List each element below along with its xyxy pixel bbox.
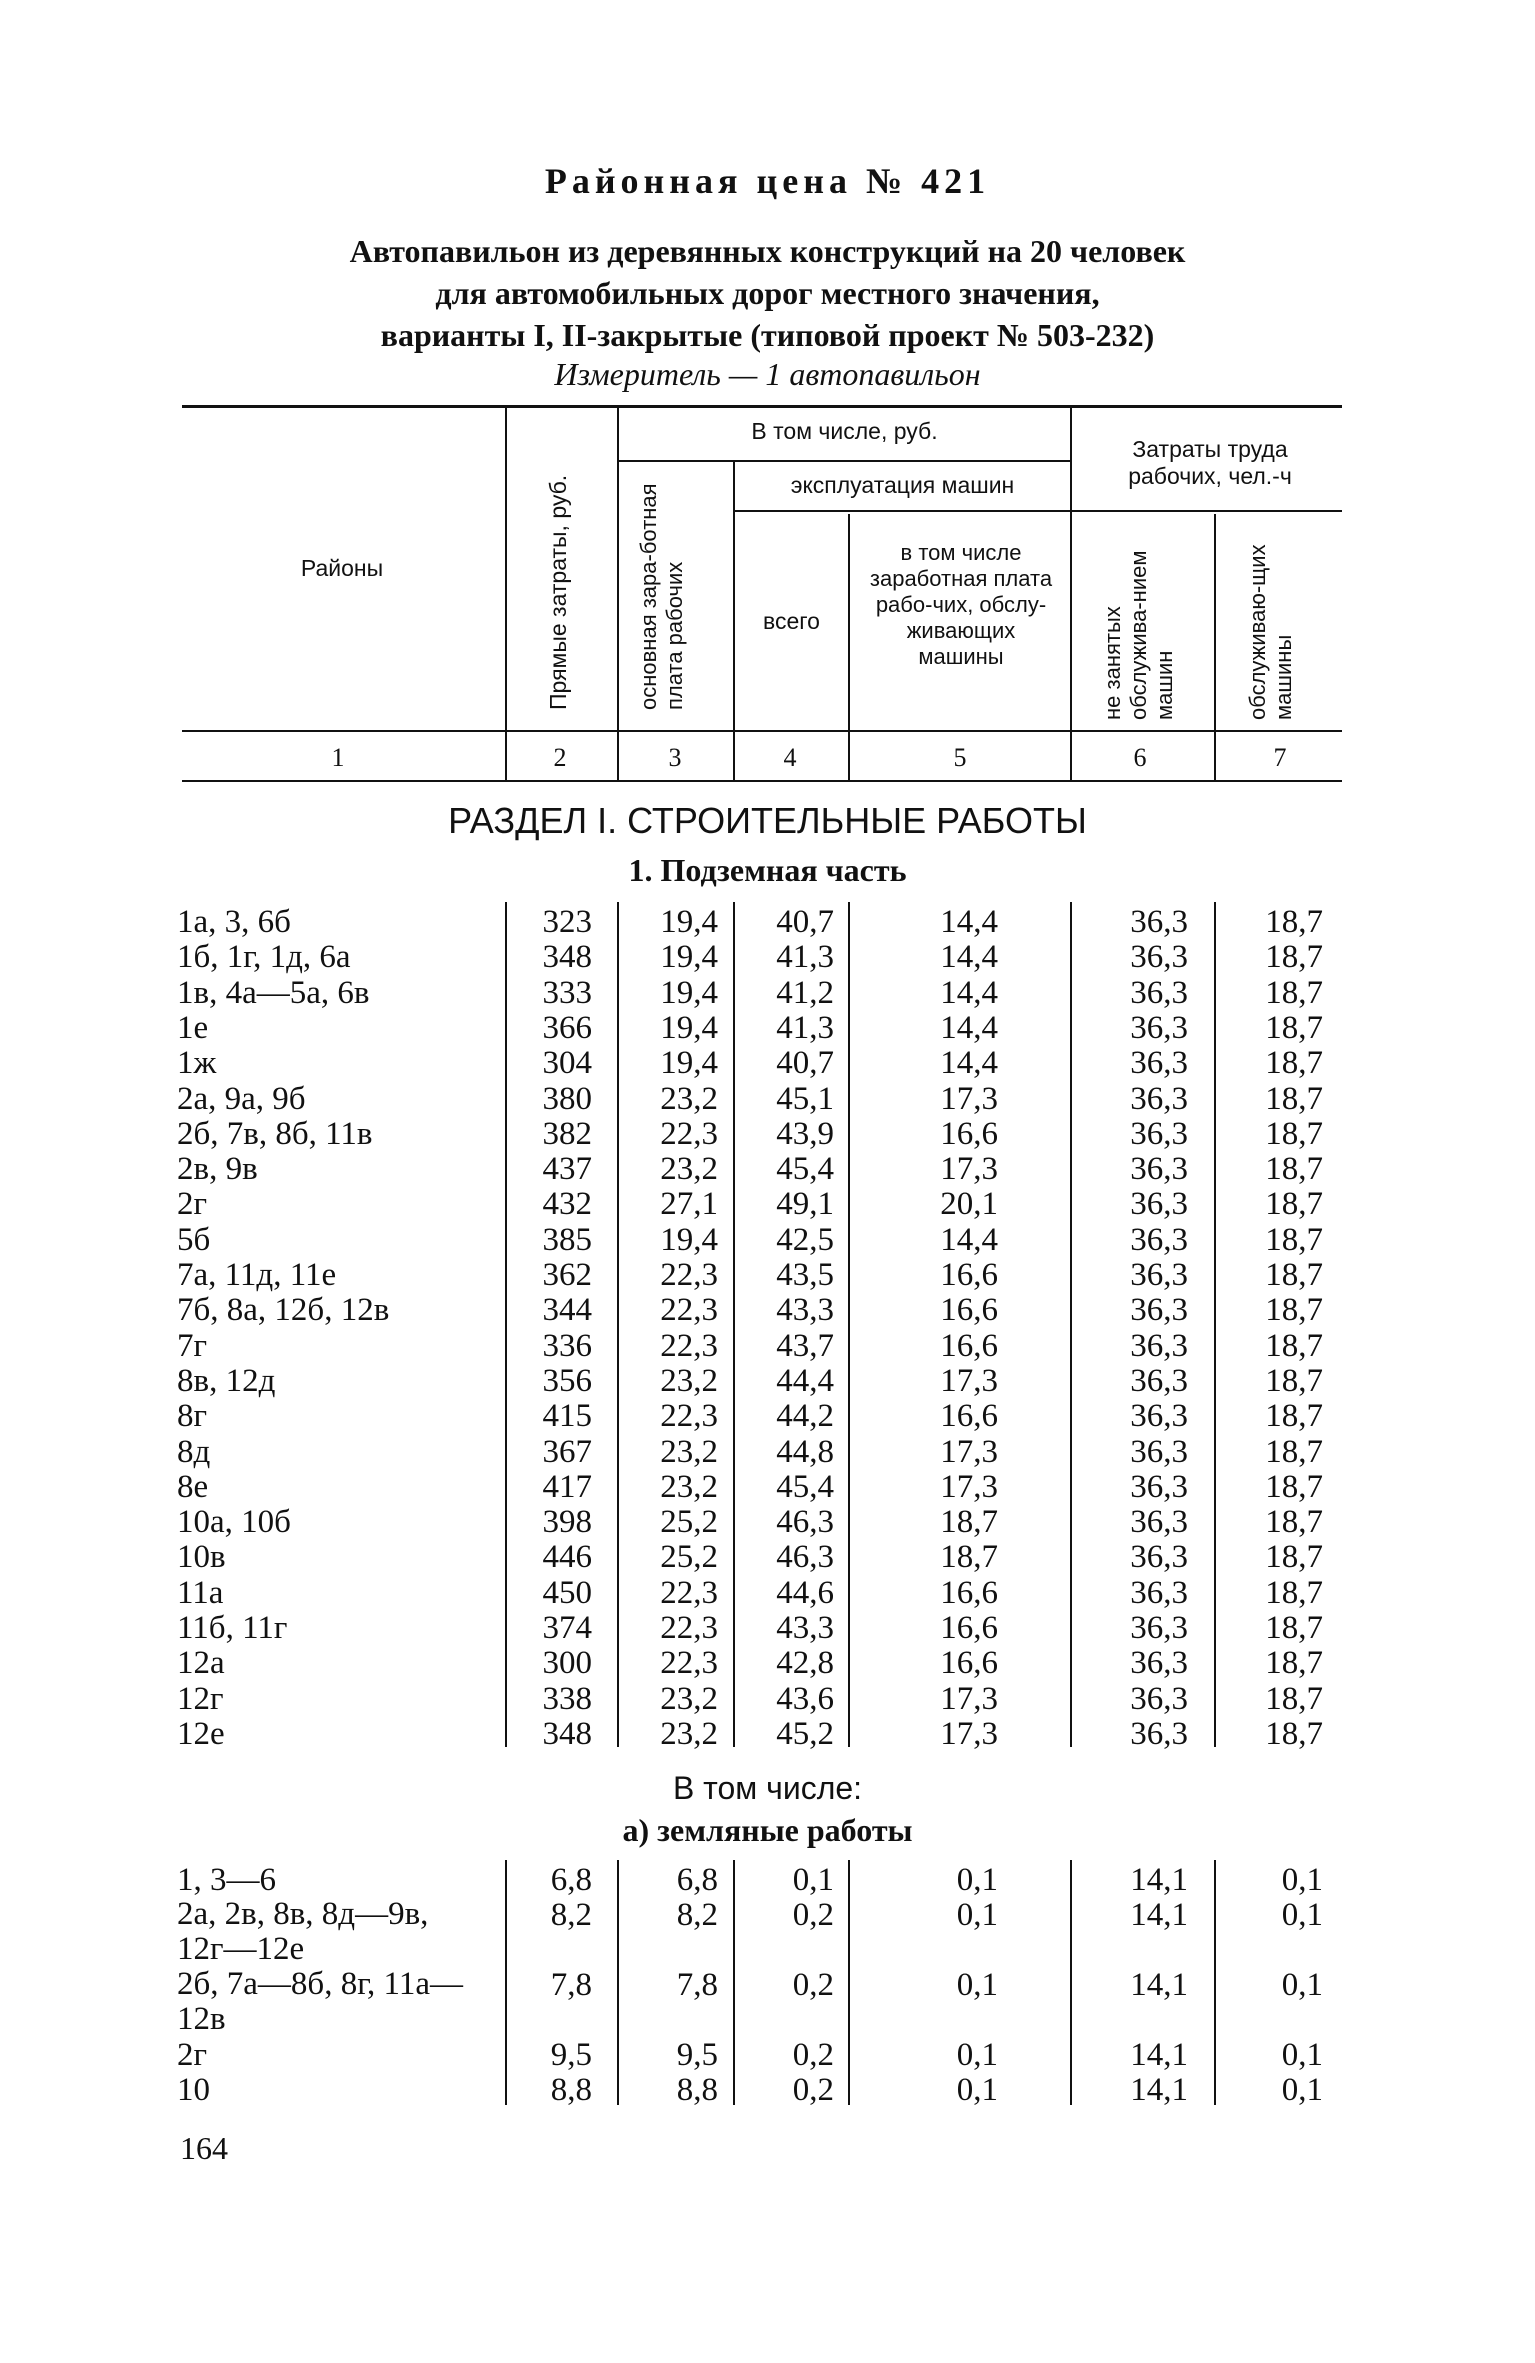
value-cell: 19,4 (660, 904, 718, 940)
table-row (0, 1434, 1535, 1469)
value-cell: 366 (542, 1009, 592, 1046)
table-row (0, 1257, 1535, 1292)
value-cell: 0,1 (956, 1897, 998, 1933)
value-cell: 0,2 (792, 2037, 834, 2073)
value-cell: 36,3 (1130, 1221, 1188, 1258)
region-cell: 1б, 1г, 1д, 6а (177, 939, 351, 976)
region-cell: 8е (177, 1468, 209, 1505)
table-row (0, 939, 1535, 974)
value-cell: 42,8 (776, 1645, 834, 1682)
value-cell: 45,4 (776, 1468, 834, 1505)
value-cell: 44,6 (776, 1574, 834, 1611)
column-number: 7 (1273, 743, 1287, 772)
value-cell: 16,6 (940, 1574, 998, 1611)
region-cell: 1в, 4а—5а, 6в (177, 974, 370, 1011)
region-cell: 8д (177, 1433, 211, 1470)
table-row (0, 2072, 1535, 2107)
page-number: 164 (180, 2130, 228, 2166)
header-divider (1070, 407, 1072, 780)
table-row (0, 1504, 1535, 1539)
value-cell: 304 (542, 1045, 592, 1082)
value-cell: 18,7 (940, 1504, 998, 1541)
value-cell: 14,1 (1130, 2072, 1188, 2108)
value-cell: 36,3 (1130, 1151, 1188, 1188)
value-cell: 17,3 (940, 1715, 998, 1752)
value-cell: 8,2 (550, 1897, 592, 1933)
value-cell: 16,6 (940, 1327, 998, 1364)
value-cell: 362 (542, 1257, 592, 1293)
region-cell: 7г (177, 1327, 208, 1364)
table-row (0, 1045, 1535, 1080)
value-cell: 0,1 (956, 2037, 998, 2073)
value-cell: 0,1 (1281, 1862, 1323, 1898)
region-cell: 7б, 8а, 12б, 12в (177, 1292, 390, 1329)
value-cell: 22,3 (660, 1574, 718, 1611)
value-cell: 16,6 (940, 1292, 998, 1329)
column-number: 4 (783, 743, 797, 772)
value-cell: 36,3 (1130, 1715, 1188, 1752)
value-cell: 45,1 (776, 1080, 834, 1117)
value-cell: 19,4 (660, 1221, 718, 1258)
value-cell: 22,3 (660, 1610, 718, 1646)
value-cell: 374 (542, 1610, 592, 1646)
value-cell: 0,1 (792, 1862, 834, 1898)
value-cell: 9,5 (550, 2037, 592, 2073)
value-cell: 36,3 (1130, 1433, 1188, 1470)
value-cell: 36,3 (1130, 1292, 1188, 1329)
value-cell: 14,1 (1130, 2037, 1188, 2073)
header-rule (1072, 510, 1342, 512)
table-row (0, 975, 1535, 1010)
value-cell: 23,2 (660, 1362, 718, 1399)
value-cell: 27,1 (660, 1186, 718, 1223)
table-row (0, 1469, 1535, 1504)
value-cell: 19,4 (660, 974, 718, 1011)
table-row (0, 1292, 1535, 1327)
value-cell: 6,8 (550, 1862, 592, 1898)
region-cell: 2а, 2в, 8в, 8д—9в, 12г—12е (177, 1896, 429, 1967)
header-serving: обслуживаю-щих машины (1245, 544, 1296, 720)
value-cell: 36,3 (1130, 939, 1188, 976)
value-cell: 16,6 (940, 1645, 998, 1682)
region-cell: 2г (177, 2037, 208, 2073)
region-cell: 12а (177, 1645, 225, 1682)
table-row (0, 1681, 1535, 1716)
value-cell: 43,5 (776, 1257, 834, 1293)
value-cell: 18,7 (1265, 939, 1323, 976)
value-cell: 23,2 (660, 1433, 718, 1470)
value-cell: 18,7 (1265, 1115, 1323, 1152)
value-cell: 415 (542, 1398, 592, 1435)
region-cell: 12г (177, 1680, 224, 1717)
region-cell: 2в, 9в (177, 1151, 258, 1188)
value-cell: 8,8 (676, 2072, 718, 2108)
value-cell: 17,3 (940, 1433, 998, 1470)
region-cell: 2б, 7а—8б, 8г, 11а—12в (177, 1966, 463, 2037)
header-divider (848, 514, 850, 780)
value-cell: 36,3 (1130, 1539, 1188, 1576)
header-labor-costs: Затраты труда рабочих, чел.-ч (1128, 436, 1292, 489)
region-cell: 2б, 7в, 8б, 11в (177, 1115, 373, 1152)
value-cell: 344 (542, 1292, 592, 1329)
region-cell: 8в, 12д (177, 1362, 276, 1399)
value-cell: 44,4 (776, 1362, 834, 1399)
value-cell: 36,3 (1130, 1504, 1188, 1541)
value-cell: 25,2 (660, 1504, 718, 1541)
value-cell: 14,4 (940, 904, 998, 940)
value-cell: 14,1 (1130, 1862, 1188, 1898)
region-cell: 11а (177, 1574, 224, 1611)
value-cell: 36,3 (1130, 1574, 1188, 1611)
region-cell: 10 (177, 2072, 210, 2108)
value-cell: 18,7 (1265, 1151, 1323, 1188)
value-cell: 16,6 (940, 1398, 998, 1435)
value-cell: 14,4 (940, 1221, 998, 1258)
value-cell: 18,7 (1265, 974, 1323, 1011)
value-cell: 36,3 (1130, 1186, 1188, 1223)
value-cell: 0,2 (792, 1967, 834, 2003)
value-cell: 367 (542, 1433, 592, 1470)
value-cell: 41,3 (776, 939, 834, 976)
value-cell: 0,1 (956, 1862, 998, 1898)
header-total: всего (763, 608, 820, 634)
value-cell: 23,2 (660, 1080, 718, 1117)
value-cell: 41,2 (776, 974, 834, 1011)
column-number: 2 (553, 743, 567, 772)
value-cell: 19,4 (660, 939, 718, 976)
column-number: 1 (331, 743, 345, 772)
value-cell: 36,3 (1130, 1080, 1188, 1117)
measure-unit: Измеритель — 1 автопавильон (554, 356, 981, 392)
value-cell: 23,2 (660, 1468, 718, 1505)
header-divider (617, 407, 619, 780)
subtitle-line: варианты I, II-закрытые (типовой проект № 503-232) (380, 317, 1155, 353)
value-cell: 23,2 (660, 1680, 718, 1717)
value-cell: 323 (542, 904, 592, 940)
header-top-rule (182, 405, 1342, 408)
table-row (0, 1897, 1535, 1967)
value-cell: 18,7 (940, 1539, 998, 1576)
value-cell: 18,7 (1265, 1186, 1323, 1223)
value-cell: 49,1 (776, 1186, 834, 1223)
value-cell: 0,1 (1281, 1897, 1323, 1933)
value-cell: 14,4 (940, 1045, 998, 1082)
header-base-wage: основная зара-ботная плата рабочих (636, 483, 687, 710)
table-row (0, 904, 1535, 939)
value-cell: 17,3 (940, 1080, 998, 1117)
value-cell: 16,6 (940, 1610, 998, 1646)
earthworks-title: а) земляные работы (622, 1812, 913, 1848)
section-title: РАЗДЕЛ I. СТРОИТЕЛЬНЫЕ РАБОТЫ (448, 800, 1087, 841)
table-row (0, 1186, 1535, 1221)
value-cell: 36,3 (1130, 1115, 1188, 1152)
value-cell: 19,4 (660, 1009, 718, 1046)
table-row (0, 1363, 1535, 1398)
region-cell: 1а, 3, 6б (177, 904, 291, 940)
value-cell: 22,3 (660, 1257, 718, 1293)
region-cell: 12е (177, 1715, 225, 1752)
table-row (0, 2037, 1535, 2072)
value-cell: 36,3 (1130, 1009, 1188, 1046)
value-cell: 9,5 (676, 2037, 718, 2073)
value-cell: 18,7 (1265, 1574, 1323, 1611)
value-cell: 46,3 (776, 1504, 834, 1541)
value-cell: 18,7 (1265, 1433, 1323, 1470)
header-regions: Районы (300, 555, 384, 581)
header-including: В том числе, руб. (751, 418, 938, 444)
value-cell: 44,2 (776, 1398, 834, 1435)
table-row (0, 1610, 1535, 1645)
value-cell: 300 (542, 1645, 592, 1682)
value-cell: 398 (542, 1504, 592, 1541)
value-cell: 446 (542, 1539, 592, 1576)
value-cell: 18,7 (1265, 1468, 1323, 1505)
value-cell: 417 (542, 1468, 592, 1505)
header-machine-operation: эксплуатация машин (790, 472, 1015, 498)
region-cell: 1ж (177, 1045, 217, 1082)
value-cell: 0,1 (1281, 2072, 1323, 2108)
value-cell: 17,3 (940, 1151, 998, 1188)
value-cell: 36,3 (1130, 904, 1188, 940)
region-cell: 5б (177, 1221, 211, 1258)
value-cell: 336 (542, 1327, 592, 1364)
value-cell: 7,8 (550, 1967, 592, 2003)
value-cell: 18,7 (1265, 1398, 1323, 1435)
value-cell: 20,1 (940, 1186, 998, 1223)
value-cell: 0,2 (792, 1897, 834, 1933)
value-cell: 18,7 (1265, 1009, 1323, 1046)
table-row (0, 1967, 1535, 2037)
value-cell: 45,2 (776, 1715, 834, 1752)
value-cell: 43,9 (776, 1115, 834, 1152)
value-cell: 356 (542, 1362, 592, 1399)
value-cell: 22,3 (660, 1115, 718, 1152)
region-cell: 10в (177, 1539, 226, 1576)
region-cell: 1е (177, 1009, 209, 1046)
header-not-serving: не занятых обслужива-нием машин (1100, 550, 1177, 720)
value-cell: 18,7 (1265, 1610, 1323, 1646)
value-cell: 18,7 (1265, 1045, 1323, 1082)
header-divider (1214, 514, 1216, 780)
value-cell: 348 (542, 939, 592, 976)
value-cell: 45,4 (776, 1151, 834, 1188)
value-cell: 16,6 (940, 1115, 998, 1152)
value-cell: 36,3 (1130, 1610, 1188, 1646)
value-cell: 333 (542, 974, 592, 1011)
value-cell: 14,4 (940, 974, 998, 1011)
part-title: 1. Подземная часть (628, 852, 907, 888)
value-cell: 8,2 (676, 1897, 718, 1933)
value-cell: 42,5 (776, 1221, 834, 1258)
value-cell: 450 (542, 1574, 592, 1611)
document-subtitle (0, 230, 1535, 356)
value-cell: 6,8 (676, 1862, 718, 1898)
subtitle-line: Автопавильон из деревянных конструкций на 20 человек (349, 233, 1186, 269)
value-cell: 8,8 (550, 2072, 592, 2108)
value-cell: 23,2 (660, 1715, 718, 1752)
value-cell: 22,3 (660, 1645, 718, 1682)
table-row (0, 1081, 1535, 1116)
value-cell: 18,7 (1265, 1504, 1323, 1541)
value-cell: 437 (542, 1151, 592, 1188)
value-cell: 348 (542, 1715, 592, 1752)
value-cell: 23,2 (660, 1151, 718, 1188)
column-number: 6 (1133, 743, 1147, 772)
header-rule (735, 510, 1070, 512)
header-direct-costs: Прямые затраты, руб. (545, 474, 571, 710)
value-cell: 0,1 (956, 2072, 998, 2108)
table-row (0, 1862, 1535, 1897)
value-cell: 41,3 (776, 1009, 834, 1046)
table-row (0, 1716, 1535, 1751)
value-cell: 43,3 (776, 1292, 834, 1329)
value-cell: 18,7 (1265, 1680, 1323, 1717)
value-cell: 18,7 (1265, 1539, 1323, 1576)
value-cell: 25,2 (660, 1539, 718, 1576)
value-cell: 0,1 (956, 1967, 998, 2003)
including-label: В том числе: (672, 1770, 863, 1806)
value-cell: 40,7 (776, 904, 834, 940)
value-cell: 36,3 (1130, 1645, 1188, 1682)
header-machine-wage: в том числе заработная плата рабо-чих, обслу-живающих машины (869, 540, 1053, 669)
header-bottom-rule (182, 730, 1342, 732)
value-cell: 40,7 (776, 1045, 834, 1082)
table-row (0, 1222, 1535, 1257)
region-cell: 10а, 10б (177, 1504, 291, 1541)
region-cell: 7а, 11д, 11е (177, 1257, 337, 1293)
value-cell: 36,3 (1130, 1045, 1188, 1082)
value-cell: 17,3 (940, 1680, 998, 1717)
value-cell: 432 (542, 1186, 592, 1223)
value-cell: 18,7 (1265, 1362, 1323, 1399)
value-cell: 36,3 (1130, 1327, 1188, 1364)
value-cell: 0,2 (792, 2072, 834, 2108)
region-cell: 2а, 9а, 9б (177, 1080, 306, 1117)
value-cell: 22,3 (660, 1292, 718, 1329)
value-cell: 22,3 (660, 1398, 718, 1435)
value-cell: 14,1 (1130, 1897, 1188, 1933)
value-cell: 43,6 (776, 1680, 834, 1717)
value-cell: 18,7 (1265, 904, 1323, 940)
page-title: Районная цена № 421 (544, 161, 991, 201)
value-cell: 17,3 (940, 1362, 998, 1399)
value-cell: 36,3 (1130, 1468, 1188, 1505)
value-cell: 36,3 (1130, 1257, 1188, 1293)
region-cell: 8г (177, 1398, 208, 1435)
value-cell: 18,7 (1265, 1080, 1323, 1117)
value-cell: 0,1 (1281, 2037, 1323, 2073)
value-cell: 382 (542, 1115, 592, 1152)
header-divider (505, 407, 507, 780)
value-cell: 14,4 (940, 1009, 998, 1046)
header-rule (619, 460, 1070, 462)
value-cell: 36,3 (1130, 974, 1188, 1011)
value-cell: 14,4 (940, 939, 998, 976)
table-row (0, 1116, 1535, 1151)
column-number: 3 (668, 743, 682, 772)
value-cell: 43,7 (776, 1327, 834, 1364)
table-row (0, 1645, 1535, 1680)
value-cell: 44,8 (776, 1433, 834, 1470)
table-row (0, 1398, 1535, 1433)
region-cell: 11б, 11г (177, 1610, 288, 1646)
value-cell: 7,8 (676, 1967, 718, 2003)
value-cell: 46,3 (776, 1539, 834, 1576)
value-cell: 36,3 (1130, 1680, 1188, 1717)
value-cell: 0,1 (1281, 1967, 1323, 2003)
value-cell: 16,6 (940, 1257, 998, 1293)
value-cell: 18,7 (1265, 1327, 1323, 1364)
value-cell: 14,1 (1130, 1967, 1188, 2003)
value-cell: 43,3 (776, 1610, 834, 1646)
value-cell: 36,3 (1130, 1362, 1188, 1399)
table-row (0, 1010, 1535, 1045)
value-cell: 18,7 (1265, 1292, 1323, 1329)
region-cell: 1, 3—6 (177, 1862, 276, 1898)
value-cell: 18,7 (1265, 1257, 1323, 1293)
value-cell: 18,7 (1265, 1715, 1323, 1752)
column-number: 5 (953, 743, 967, 772)
colnum-rule (182, 780, 1342, 782)
value-cell: 380 (542, 1080, 592, 1117)
value-cell: 36,3 (1130, 1398, 1188, 1435)
region-cell: 2г (177, 1186, 208, 1223)
table-row (0, 1328, 1535, 1363)
value-cell: 338 (542, 1680, 592, 1717)
value-cell: 18,7 (1265, 1645, 1323, 1682)
value-cell: 22,3 (660, 1327, 718, 1364)
table-row (0, 1539, 1535, 1574)
table-row (0, 1151, 1535, 1186)
table-row (0, 1575, 1535, 1610)
subtitle-line: для автомобильных дорог местного значения, (435, 275, 1100, 311)
value-cell: 385 (542, 1221, 592, 1258)
value-cell: 18,7 (1265, 1221, 1323, 1258)
value-cell: 19,4 (660, 1045, 718, 1082)
value-cell: 17,3 (940, 1468, 998, 1505)
